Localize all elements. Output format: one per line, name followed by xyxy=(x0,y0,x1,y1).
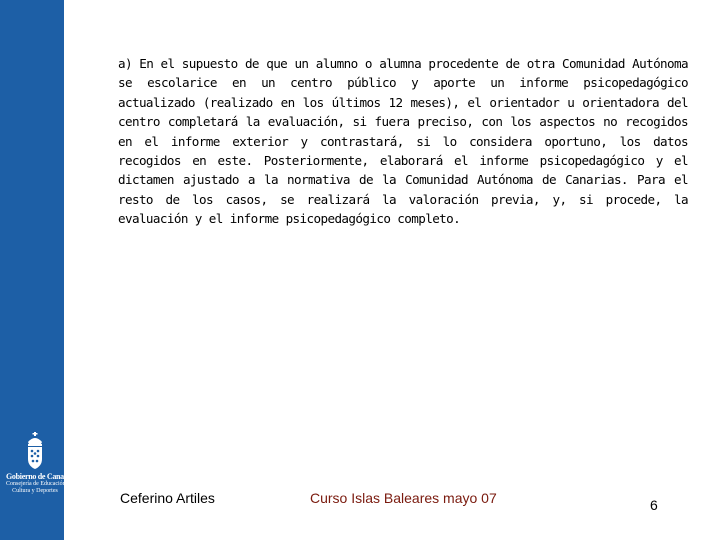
sidebar-band xyxy=(0,0,76,540)
page-number: 6 xyxy=(650,497,658,513)
coat-of-arms-icon xyxy=(24,432,46,470)
logo-department-line-2: Cultura y Deportes xyxy=(12,488,58,494)
logo-department-line-1: Consejería de Educación, xyxy=(6,481,68,487)
logo-name: Gobierno de Canarias xyxy=(6,472,76,481)
footer-author: Ceferino Artiles xyxy=(120,490,215,506)
footer-course-title: Curso Islas Baleares mayo 07 xyxy=(310,490,497,506)
slide-body-text: a) En el supuesto de que un alumno o alumna procedente de otra Comunidad Autónoma se escolarice en un centro público y aporte un informe psicopedagógico actualizado (realizado en los últimos 12 meses), el orientador u orientadora del centro completará la evaluación, si fuera preciso, con los aspectos no recogidos en el informe exterior y contrastará, si lo considera oportuno, los datos recogidos en este. Posteriormente, elaborará el informe psicopedagógico y el dictamen ajustado a la normativa de la Comunidad Autónoma de Canarias. Para el resto de los casos, se realizará la valoración previa, y, si procede, la evaluación y el informe psicopedagógico completo. xyxy=(118,56,688,227)
government-logo xyxy=(6,432,76,512)
